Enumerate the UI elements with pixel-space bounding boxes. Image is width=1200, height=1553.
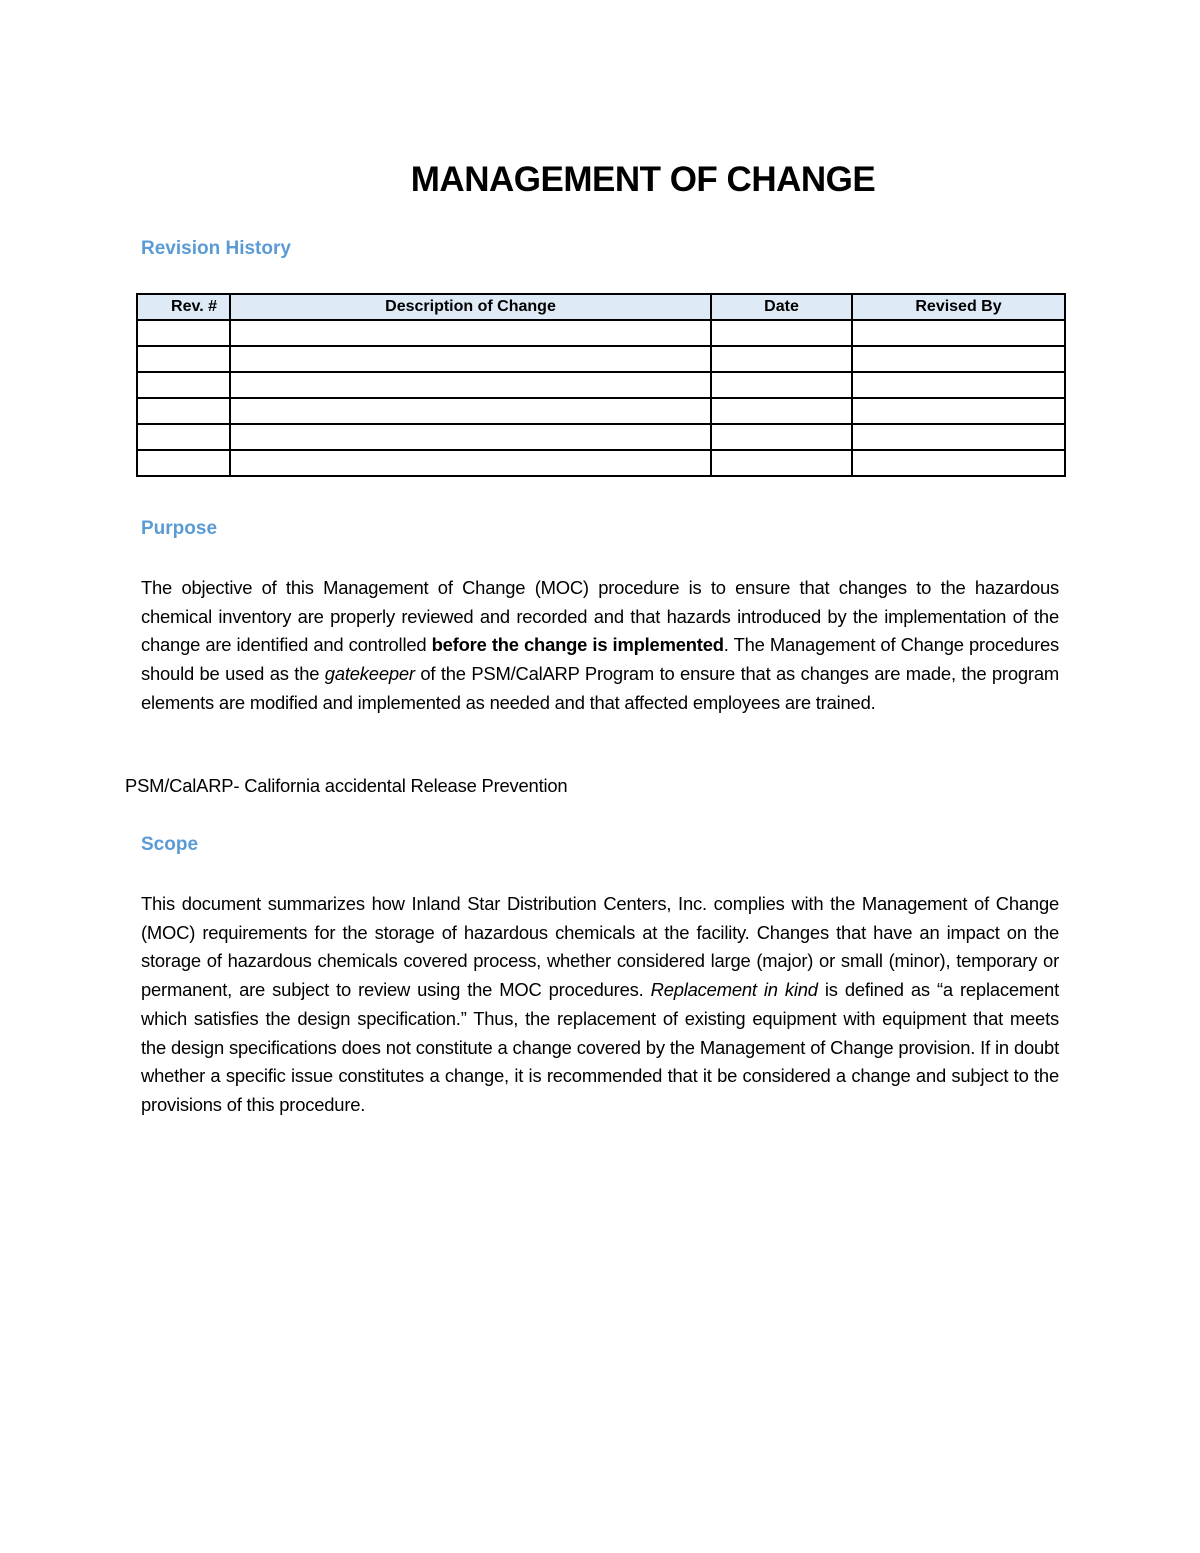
table-cell	[137, 346, 230, 372]
table-row	[137, 398, 1065, 424]
table-cell	[711, 372, 852, 398]
scope-text: This document summarizes how Inland Star Distribution Centers, Inc. complies with the Management of Change (MOC) requirements for the storage of hazardous chemicals at the facility. Changes that have an impact on the storage of hazardous chemicals covered process, whether considered large (major) or small (minor), temporary or permanent, are subject to review using the MOC procedures.	[141, 893, 1059, 1001]
purpose-bold-text: before the change is implemented	[431, 634, 724, 656]
table-cell	[852, 424, 1065, 450]
table-cell	[137, 398, 230, 424]
purpose-paragraph	[141, 574, 1059, 718]
purpose-italic-text: gatekeeper	[324, 663, 415, 685]
table-cell	[852, 346, 1065, 372]
table-cell	[137, 424, 230, 450]
table-cell	[137, 372, 230, 398]
column-header-rev: Rev. #	[137, 294, 230, 320]
table-cell	[230, 372, 711, 398]
table-cell	[711, 346, 852, 372]
purpose-text: of the PSM/CalARP Program to ensure that as changes are made, the program elements are modified and implemented as needed and that affected employees are trained.	[141, 663, 1059, 713]
revision-history-table	[136, 293, 1066, 477]
scope-heading: Scope	[141, 834, 199, 855]
column-header-revised-by: Revised By	[852, 294, 1065, 320]
acronym-note: PSM/CalARP- California accidental Release Prevention	[125, 775, 568, 796]
table-row	[137, 450, 1065, 476]
scope-paragraph	[141, 890, 1059, 1120]
scope-text: is defined as “a replacement which satisfies the design specification.” Thus, the replacement of existing equipment with equipment that meets the design specifications does not constitute a change covered by the Management of Change provision. If in doubt whether a specific issue constitutes a change, it is recommended that it be considered a change and subject to the provisions of this procedure.	[141, 979, 1059, 1115]
table-cell	[852, 320, 1065, 346]
table-cell	[137, 320, 230, 346]
purpose-heading: Purpose	[141, 518, 218, 539]
table-cell	[230, 320, 711, 346]
table-row	[137, 346, 1065, 372]
revision-history-heading: Revision History	[141, 238, 291, 259]
column-header-date: Date	[711, 294, 852, 320]
table-cell	[230, 424, 711, 450]
table-cell	[137, 450, 230, 476]
table-cell	[852, 450, 1065, 476]
table-cell	[852, 398, 1065, 424]
column-header-description: Description of Change	[230, 294, 711, 320]
document-title: MANAGEMENT OF CHANGE	[410, 160, 876, 199]
table-row	[137, 320, 1065, 346]
table-row	[137, 424, 1065, 450]
scope-italic-text: Replacement in kind	[650, 979, 818, 1001]
purpose-text: The objective of this Management of Change (MOC) procedure is to ensure that changes to the hazardous chemical inventory are properly reviewed and recorded and that hazards introduced by the implementation of the change are identified and controlled	[141, 577, 1059, 656]
table-cell	[711, 450, 852, 476]
table-cell	[852, 372, 1065, 398]
table-cell	[230, 450, 711, 476]
purpose-text: . The Management of Change procedures should be used as the	[141, 634, 1060, 685]
table-row	[137, 372, 1065, 398]
table-header-row	[137, 294, 1065, 320]
table-cell	[230, 346, 711, 372]
table-cell	[711, 398, 852, 424]
table-cell	[711, 424, 852, 450]
table-cell	[230, 398, 711, 424]
table-cell	[711, 320, 852, 346]
